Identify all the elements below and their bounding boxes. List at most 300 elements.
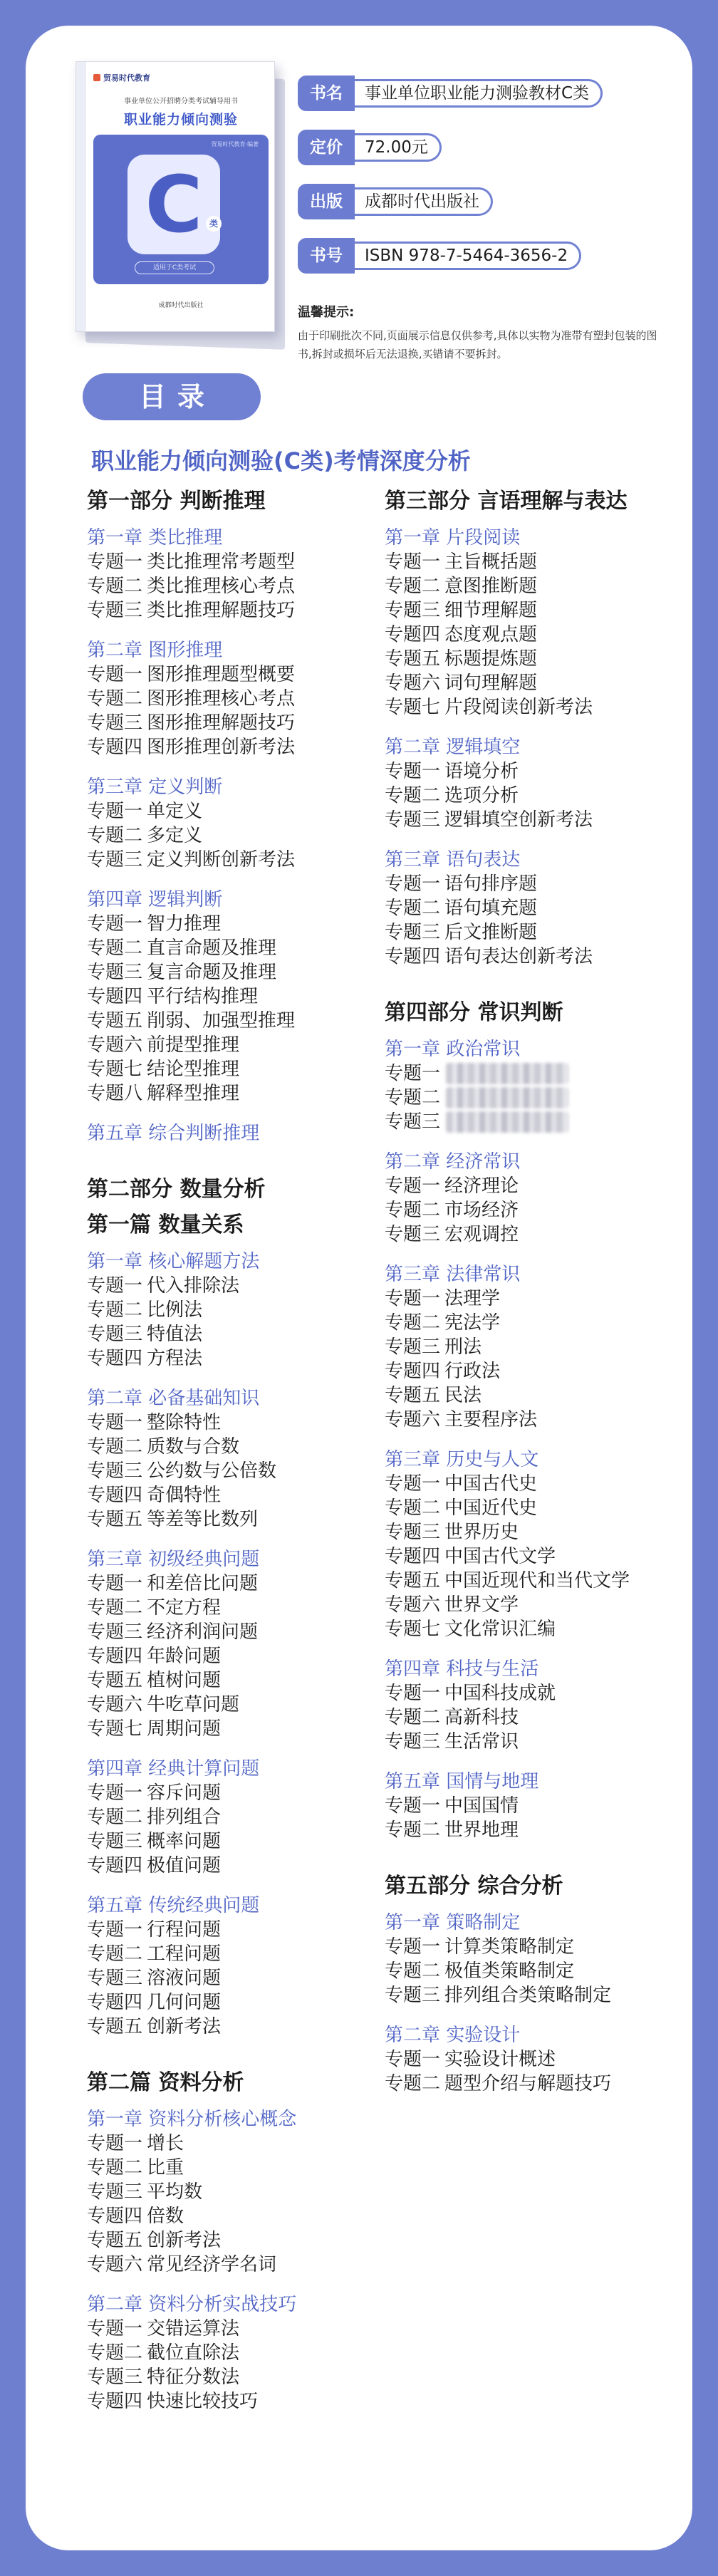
toc-chapter: 第四章 逻辑判断: [87, 889, 223, 910]
toc-topic-label: 专题二: [87, 2157, 143, 2178]
toc-topic-name: 排列组合: [147, 1807, 222, 1828]
toc-topic: [385, 896, 684, 920]
toc-topic-label: 专题一: [87, 2318, 143, 2339]
toc-topic: [87, 735, 372, 759]
toc-topic: [87, 2180, 372, 2204]
toc-topic: [385, 920, 684, 945]
toc-topic-name: 图形推理创新考法: [147, 737, 296, 758]
toc-topic-name: 民法: [444, 1385, 482, 1406]
toc-topic: [87, 1411, 372, 1435]
toc-topic: [385, 759, 684, 784]
toc-topic-label: 专题一: [87, 1919, 143, 1941]
toc-topic-label: 专题三: [385, 1336, 441, 1358]
toc-topic-name: 特征分数法: [147, 2367, 240, 2388]
toc-topic-name: 中国科技成就: [444, 1683, 556, 1704]
toc-topic-label: 专题一: [87, 1782, 143, 1804]
toc-topic: [87, 985, 372, 1009]
toc-chapter: 第二章 必备基础知识: [87, 1388, 260, 1409]
toc-topic: [87, 1829, 372, 1854]
toc-topic-name: 类比推理常考题型: [147, 551, 296, 573]
cover-logo-text: 贸易时代教育: [103, 73, 150, 83]
toc-topic: [87, 1057, 372, 1081]
toc-section-heading: 第二篇 资料分析: [87, 2070, 244, 2095]
toc-topic-name: 快速比较技巧: [147, 2391, 259, 2412]
toc-topic-name: 法理学: [444, 1288, 501, 1309]
toc-topic: [385, 2047, 684, 2072]
toc-topic-name: 刑法: [444, 1336, 482, 1358]
toc-topic-name: 平均数: [147, 2181, 203, 2203]
toc-topic-label: 专题四: [87, 2206, 143, 2227]
toc-topic-name: 语句填充题: [444, 898, 538, 919]
toc-topic: [87, 1942, 372, 1966]
toc-topic: [87, 1966, 372, 1990]
toc-topic-name: 代入排除法: [147, 1275, 240, 1297]
toc-topic-name: 质数与合数: [147, 1436, 240, 1458]
toc-topic-label: 专题三: [87, 2181, 143, 2203]
toc-topic-name: 方程法: [147, 1348, 203, 1369]
toc-topic-label: 专题一: [385, 1473, 441, 1495]
toc-topic-label: 专题一: [87, 1275, 143, 1297]
toc-topic-name: 多定义: [147, 825, 203, 846]
book-cover: [76, 61, 275, 332]
toc-topic-label: 专题二: [385, 785, 441, 806]
toc-topic-label: 专题二: [87, 825, 143, 846]
toc-topic-name: 年龄问题: [147, 1646, 222, 1667]
toc-chapter: 第二章 逻辑填空: [385, 737, 521, 758]
toc-chapter: 第一章 政治常识: [385, 1039, 521, 1060]
toc-topic-name: 公约数与公倍数: [147, 1460, 277, 1482]
toc-topic-label: 专题四: [385, 624, 441, 645]
toc-topic-name: 中国近代史: [444, 1497, 538, 1519]
toc-topic-name: 中国近现代和当代文学: [444, 1570, 630, 1591]
toc-topic: [385, 1569, 684, 1593]
cover-sub-label: 适用于C类考试: [135, 261, 214, 274]
toc-topic: [385, 1617, 684, 1641]
toc-topic-name: 中国古代史: [444, 1473, 538, 1495]
toc-topic-name: 逻辑填空创新考法: [444, 809, 593, 831]
toc-topic-name: 牛吃草问题: [147, 1694, 240, 1715]
toc-topic-name: 极值类策略制定: [444, 1960, 575, 1982]
toc-topic-name: 片段阅读创新考法: [444, 697, 593, 718]
toc-topic-label: 专题三: [385, 1985, 441, 2006]
toc-topic-label: 专题一: [385, 1175, 441, 1197]
toc-topic-name: 不定方程: [147, 1597, 222, 1619]
toc-topic-name: 常见经济学名词: [147, 2254, 277, 2275]
toc-topic: [87, 1435, 372, 1459]
toc-topic-label: 专题三: [87, 1831, 143, 1852]
toc-topic-name: 排列组合类策略制定: [444, 1985, 612, 2006]
toc-topic-label: 专题二: [385, 1087, 441, 1108]
toc-topic-name: 类比推理解题技巧: [147, 600, 296, 621]
toc-topic: [87, 2253, 372, 2277]
toc-topic-name: 意图推断题: [444, 576, 538, 597]
toc-topic: [87, 2228, 372, 2253]
toc-chapter: 第三章 定义判断: [87, 777, 223, 798]
toc-chapter: 第二章 经济常识: [385, 1151, 521, 1173]
toc-topic: [385, 1086, 684, 1110]
toc-topic-label: 专题四: [87, 1855, 143, 1876]
toc-topic-name: 截位直除法: [147, 2342, 240, 2364]
cover-author: 贸易时代教育·编著: [211, 141, 259, 147]
toc-chapter: 第一章 资料分析核心概念: [87, 2109, 297, 2130]
toc-topic: [385, 1593, 684, 1617]
toc-chapter: 第四章 经典计算问题: [87, 1758, 260, 1780]
toc-topic: [87, 2204, 372, 2228]
content-card: [26, 26, 692, 2550]
toc-topic: [87, 2015, 372, 2039]
toc-topic: [87, 799, 372, 824]
toc-topic: [385, 550, 684, 574]
toc-topic: [385, 1061, 684, 1086]
toc-topic: [385, 695, 684, 720]
toc-topic-label: 专题三: [385, 922, 441, 943]
toc-topic: [385, 1335, 684, 1359]
toc-topic-name: 削弱、加强型推理: [147, 1010, 296, 1032]
cover-spine: [76, 62, 86, 331]
toc-topic-label: 专题二: [87, 1597, 143, 1619]
toc-topic-label: 专题四: [87, 2391, 143, 2412]
toc-topic-label: 专题三: [87, 1968, 143, 1989]
toc-chapter: 第三章 语句表达: [385, 849, 521, 871]
cover-big-letter: C: [128, 155, 220, 254]
toc-topic: [87, 1717, 372, 1741]
toc-chapter: 第一章 核心解题方法: [87, 1251, 260, 1272]
toc-topic-name: 主旨概括题: [444, 551, 538, 573]
toc-topic-label: 专题五: [87, 1509, 143, 1530]
toc-part-heading: 第四部分 常识判断: [385, 1000, 563, 1025]
toc-topic-name: 工程问题: [147, 1943, 222, 1965]
toc-topic: [87, 1322, 372, 1346]
toc-topic-label: 专题三: [385, 809, 441, 831]
toc-topic: [87, 1693, 372, 1717]
toc-topic: [87, 824, 372, 848]
toc-chapter: 第五章 综合判断推理: [87, 1123, 260, 1144]
toc-topic-name: 图形推理核心考点: [147, 688, 296, 710]
toc-topic-name: 平行结构推理: [147, 986, 259, 1007]
toc-topic-name: 细节理解题: [444, 600, 538, 621]
toc-topic: [87, 2156, 372, 2180]
toc-chapter: 第五章 传统经典问题: [87, 1895, 260, 1916]
toc-topic: [385, 1287, 684, 1311]
info-value: ISBN 978-7-5464-3656-2: [355, 242, 581, 270]
toc-topic: [87, 550, 372, 574]
toc-topic-label: 专题二: [385, 898, 441, 919]
toc-part-heading: 第一部分 判断推理: [87, 489, 266, 514]
toc-topic-name: 交错运算法: [147, 2318, 240, 2339]
toc-topic: [385, 1496, 684, 1520]
toc-topic-name: 概率问题: [147, 1831, 222, 1852]
toc-topic-label: 专题七: [385, 1619, 441, 1640]
toc-topic-name: 智力推理: [147, 913, 222, 935]
blurred-text: [446, 1111, 568, 1133]
info-value: 事业单位职业能力测验教材C类: [355, 79, 603, 108]
toc-topic: [87, 2389, 372, 2414]
toc-topic-label: 专题七: [385, 697, 441, 718]
toc-topic-label: 专题一: [87, 551, 143, 573]
info-row-isbn: [298, 238, 581, 274]
toc-topic: [385, 872, 684, 896]
toc-topic-name: 行程问题: [147, 1919, 222, 1941]
toc-topic-label: 专题二: [385, 2073, 441, 2094]
toc-topic-name: 图形推理题型概要: [147, 664, 296, 685]
toc-topic-name: 单定义: [147, 801, 203, 822]
toc-topic: [385, 1174, 684, 1198]
info-value: 72.00元: [355, 133, 442, 162]
toc-topic-label: 专题二: [385, 1200, 441, 1221]
toc-topic-label: 专题四: [385, 1546, 441, 1567]
toc-topic-label: 专题二: [87, 1807, 143, 1828]
toc-topic: [87, 1507, 372, 1532]
toc-topic-name: 解释型推理: [147, 1083, 240, 1104]
toc-topic-name: 前提型推理: [147, 1034, 240, 1056]
toc-topic-label: 专题一: [385, 551, 441, 573]
toc-topic-label: 专题三: [87, 1621, 143, 1643]
toc-topic: [87, 1346, 372, 1371]
toc-topic-label: 专题五: [385, 1385, 441, 1406]
toc-topic-label: 专题一: [87, 2133, 143, 2154]
toc-topic-name: 标题提炼题: [444, 648, 538, 670]
toc-topic: [385, 1311, 684, 1335]
toc-topic: [87, 1081, 372, 1106]
toc-topic-label: 专题一: [385, 761, 441, 782]
toc-topic-label: 专题一: [87, 1412, 143, 1433]
toc-topic-label: 专题三: [87, 849, 143, 871]
toc-topic-name: 比例法: [147, 1299, 203, 1321]
toc-topic: [87, 1459, 372, 1483]
toc-topic: [87, 2317, 372, 2341]
toc-topic-label: 专题六: [87, 2254, 143, 2275]
toc-topic: [87, 1990, 372, 2015]
toc-chapter: 第五章 国情与地理: [385, 1771, 539, 1792]
toc-topic-label: 专题三: [87, 600, 143, 621]
toc-topic-label: 专题五: [385, 648, 441, 670]
toc-topic: [385, 1681, 684, 1705]
toc-topic-label: 专题一: [385, 1683, 441, 1704]
toc-topic-label: 专题三: [87, 712, 143, 734]
toc-left-column: [87, 487, 372, 2414]
toc-topic-name: 世界文学: [444, 1594, 519, 1616]
toc-topic-name: 行政法: [444, 1361, 501, 1382]
toc-subject: 职业能力倾向测验(C类)考情深度分析: [91, 447, 471, 474]
toc-topic-name: 市场经济: [444, 1200, 519, 1221]
toc-topic-label: 专题六: [87, 1034, 143, 1056]
toc-topic-label: 专题六: [385, 1594, 441, 1616]
toc-topic: [385, 1935, 684, 1959]
toc-part-heading: 第三部分 言语理解与表达: [385, 489, 628, 514]
toc-topic-label: 专题三: [385, 1522, 441, 1543]
toc-topic: [385, 1794, 684, 1818]
toc-topic: [385, 945, 684, 969]
toc-topic-name: 中国国情: [444, 1795, 519, 1817]
toc-topic-name: 态度观点题: [444, 624, 538, 645]
toc-topic-name: 极值问题: [147, 1855, 222, 1876]
toc-topic: [385, 1520, 684, 1544]
toc-topic-label: 专题五: [385, 1570, 441, 1591]
toc-topic-name: 几何问题: [147, 1992, 222, 2013]
toc-topic-name: 宪法学: [444, 1312, 501, 1334]
toc-topic-name: 后文推断题: [444, 922, 538, 943]
toc-topic: [385, 623, 684, 647]
toc-topic-label: 专题四: [87, 1485, 143, 1506]
toc-topic: [87, 1781, 372, 1805]
info-tag: 定价: [298, 130, 355, 165]
toc-topic: [87, 960, 372, 985]
toc-topic-label: 专题二: [385, 1497, 441, 1519]
toc-topic: [385, 574, 684, 598]
toc-topic: [385, 1383, 684, 1408]
toc-topic-label: 专题五: [87, 2230, 143, 2251]
info-row-title: [298, 76, 603, 111]
toc-topic-name: 词句理解题: [444, 672, 538, 694]
toc-topic-name: 经济利润问题: [147, 1621, 259, 1643]
toc-topic-name: 高新科技: [444, 1707, 519, 1728]
cover-title: 职业能力倾向测验: [123, 112, 238, 128]
toc-chapter: 第三章 初级经典问题: [87, 1549, 260, 1570]
toc-chapter: 第一章 片段阅读: [385, 527, 521, 549]
toc-topic: [87, 1854, 372, 1878]
toc-topic-label: 专题四: [87, 986, 143, 1007]
toc-topic-label: 专题二: [87, 2342, 143, 2364]
toc-topic: [87, 1596, 372, 1620]
toc-chapter: 第三章 法律常识: [385, 1264, 521, 1285]
toc-topic: [87, 1483, 372, 1507]
toc-topic-label: 专题八: [87, 1083, 143, 1104]
cover-publisher: 成都时代出版社: [158, 302, 204, 309]
toc-topic: [87, 663, 372, 687]
toc-topic: [385, 598, 684, 623]
toc-chapter: 第一章 策略制定: [385, 1912, 521, 1933]
toc-topic-name: 结论型推理: [147, 1059, 240, 1080]
toc-topic: [87, 936, 372, 960]
toc-topic-label: 专题二: [87, 938, 143, 959]
toc-topic: [385, 671, 684, 695]
toc-topic: [87, 574, 372, 598]
toc-topic: [385, 808, 684, 832]
toc-topic: [385, 1110, 684, 1134]
toc-topic-name: 直言命题及推理: [147, 938, 277, 959]
toc-topic-name: 倍数: [147, 2206, 184, 2227]
toc-topic-name: 题型介绍与解题技巧: [444, 2073, 612, 2094]
toc-chapter: 第二章 实验设计: [385, 2025, 521, 2046]
toc-topic: [87, 2131, 372, 2156]
toc-topic-name: 创新考法: [147, 2230, 222, 2251]
toc-topic-label: 专题二: [385, 1960, 441, 1982]
toc-topic-label: 专题四: [87, 737, 143, 758]
toc-topic: [385, 1818, 684, 1842]
toc-topic-label: 专题二: [385, 1819, 441, 1841]
toc-topic-label: 专题七: [87, 1059, 143, 1080]
cover-badge: 类: [206, 216, 222, 232]
toc-topic-name: 整除特性: [147, 1412, 222, 1433]
toc-topic: [87, 1805, 372, 1829]
toc-topic-name: 语境分析: [444, 761, 519, 782]
toc-topic: [87, 2365, 372, 2389]
toc-topic-name: 等差等比数列: [147, 1509, 259, 1530]
toc-topic-name: 特值法: [147, 1324, 203, 1345]
toc-topic: [385, 1472, 684, 1496]
toc-topic-label: 专题一: [385, 873, 441, 895]
toc-topic-label: 专题一: [385, 2049, 441, 2070]
toc-topic: [87, 2341, 372, 2365]
toc-topic-label: 专题一: [385, 1063, 441, 1084]
blurred-text: [446, 1063, 568, 1084]
toc-topic-name: 类比推理核心考点: [147, 576, 296, 597]
toc-topic-name: 生活常识: [444, 1731, 519, 1752]
info-tag: 出版: [298, 184, 355, 219]
toc-topic-label: 专题三: [87, 962, 143, 983]
toc-part-heading: 第二部分 数量分析: [87, 1177, 266, 1202]
info-row-price: [298, 130, 442, 165]
toc-section-heading: 第一篇 数量关系: [87, 1212, 244, 1237]
toc-topic-label: 专题六: [385, 1409, 441, 1430]
toc-topic-name: 经济理论: [444, 1175, 519, 1197]
toc-topic-label: 专题一: [385, 1288, 441, 1309]
toc-chapter: 第二章 图形推理: [87, 640, 223, 661]
toc-right-column: [385, 487, 684, 2096]
toc-topic: [385, 1222, 684, 1247]
toc-topic-name: 选项分析: [444, 785, 519, 806]
toc-topic-label: 专题二: [87, 576, 143, 597]
toc-chapter: 第二章 资料分析实战技巧: [87, 2294, 297, 2315]
notice-text: 由于印刷批次不同,页面展示信息仅供参考,具体以实物为准带有塑封包装的图书,拆封或损坏后无法退换,买错请不要拆封。: [298, 329, 657, 360]
toc-topic: [87, 1918, 372, 1942]
info-row-publisher: [298, 184, 493, 219]
toc-topic-label: 专题六: [385, 672, 441, 694]
toc-topic-name: 文化常识汇编: [444, 1619, 556, 1640]
toc-topic-name: 主要程序法: [444, 1409, 538, 1430]
toc-topic-name: 定义判断创新考法: [147, 849, 296, 871]
toc-topic-label: 专题四: [87, 1646, 143, 1667]
toc-topic-name: 语句表达创新考法: [444, 946, 593, 967]
toc-topic: [87, 711, 372, 735]
toc-topic-label: 专题三: [385, 1731, 441, 1752]
toc-topic-label: 专题三: [87, 2367, 143, 2388]
toc-topic-label: 专题三: [87, 1324, 143, 1345]
toc-topic-name: 计算类策略制定: [444, 1936, 575, 1958]
toc-topic: [87, 848, 372, 872]
info-value: 成都时代出版社: [355, 187, 493, 216]
toc-topic-name: 图形推理解题技巧: [147, 712, 296, 734]
toc-topic-name: 世界地理: [444, 1819, 519, 1841]
toc-topic: [385, 784, 684, 808]
toc-topic-label: 专题三: [87, 1460, 143, 1482]
logo-icon: [93, 74, 100, 81]
toc-topic-label: 专题六: [87, 1694, 143, 1715]
toc-topic: [87, 1572, 372, 1596]
toc-topic-label: 专题一: [385, 1795, 441, 1817]
toc-topic-name: 溶液问题: [147, 1968, 222, 1989]
toc-topic: [87, 1668, 372, 1693]
toc-topic-label: 专题五: [87, 1010, 143, 1032]
toc-topic-label: 专题五: [87, 1670, 143, 1691]
toc-topic-label: 专题二: [87, 1943, 143, 1965]
toc-topic-label: 专题四: [87, 1992, 143, 2013]
toc-topic-label: 专题四: [87, 1348, 143, 1369]
toc-chapter: 第一章 类比推理: [87, 527, 223, 549]
toc-topic-label: 专题二: [87, 688, 143, 710]
cover-logo: [93, 72, 150, 83]
info-tag: 书号: [298, 238, 355, 274]
toc-topic: [385, 1959, 684, 1983]
toc-topic: [385, 1705, 684, 1730]
toc-topic: [385, 1730, 684, 1754]
toc-topic-name: 比重: [147, 2157, 184, 2178]
toc-topic-label: 专题二: [385, 576, 441, 597]
toc-topic-name: 语句排序题: [444, 873, 538, 895]
toc-topic-name: 创新考法: [147, 2016, 222, 2037]
cover-series: 事业单位公开招聘分类考试辅导用书: [124, 98, 238, 105]
toc-topic-label: 专题一: [87, 1573, 143, 1594]
